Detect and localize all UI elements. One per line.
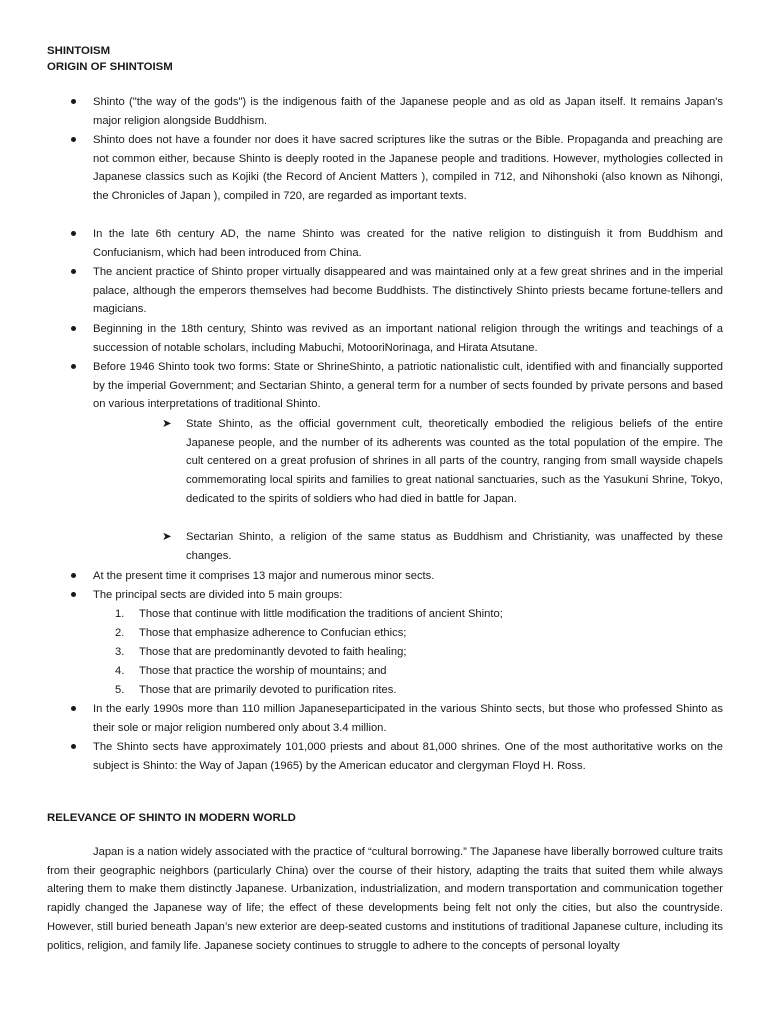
bullet-text: In the late 6th century AD, the name Shinto was created for the native religion to distinguish it from Buddhism and Confucianism, which had been introduced from China. [93,228,723,259]
list-item [115,643,723,662]
bullet-dot-icon [71,269,76,274]
bullet-item [93,225,723,262]
sub-bullet-item [162,528,723,565]
bullet-dot-icon [71,706,76,711]
sub-bullet-item [162,415,723,509]
bullet-text: Shinto does not have a founder nor does it have sacred scriptures like the sutras or the Bible. Propaganda and preaching are not common either, because Shinto is deeply rooted in the Japanese people and traditions. However, mythologies collected in Japanese classics such as Kojiki (the Record of Ancient Matters ), compiled in 712, and Nihonshoki (also known as Nihongi, the Chronicles of Japan ), compiled in 720, are regarded as important texts. [93,134,723,203]
bullet-text: The principal sects are divided into 5 main groups: [93,589,343,601]
arrow-bullet-icon: ➤ [162,418,172,430]
list-item [115,681,723,700]
document-title: SHINTOISM [47,45,111,57]
list-item [115,605,723,624]
list-text: Those that continue with little modification the traditions of ancient Shinto; [139,608,503,620]
section-title-origin: ORIGIN OF SHINTOISM [47,61,173,73]
bullet-item [93,131,723,206]
bullet-item [93,93,723,130]
list-number: 3. [115,646,125,658]
bullet-text: The Shinto sects have approximately 101,000 priests and about 81,000 shrines. One of the most authoritative works on the subject is Shinto: the Way of Japan (1965) by the American educator and clergyman Floyd H. Ross. [93,741,723,772]
bullet-dot-icon [71,137,76,142]
bullet-dot-icon [71,364,76,369]
bullet-dot-icon [71,592,76,597]
list-text: Those that practice the worship of mountains; and [139,665,387,677]
bullet-item [93,700,723,737]
list-item [115,624,723,643]
body-paragraph [47,843,723,955]
bullet-item [93,567,723,586]
list-number: 4. [115,665,125,677]
bullet-item [93,738,723,775]
paragraph-text: Japan is a nation widely associated with the practice of “cultural borrowing.” The Japanese have liberally borrowed culture traits from their geographic neighbors (particularly China) over the course of their history, adapting the traits that suited them while always altering them to make them distinctly Japanese. Urbanization, industrialization, and modern transportation and communication together rapidly changed the Japanese way of life; the effect of these developments being felt not only the cities, but also the countryside. However, still buried beneath Japan’s new exterior are deep-seated customs and institutions of traditional Japanese culture, including its politics, religion, and family life. Japanese society continues to struggle to adhere to the concepts of personal loyalty [47,846,723,952]
list-item [115,662,723,681]
list-number: 1. [115,608,125,620]
bullet-text: The ancient practice of Shinto proper virtually disappeared and was maintained only at a few great shrines and in the imperial palace, although the emperors themselves had become Buddhists. The distinctively Shinto priests became fortune-tellers and magicians. [93,266,723,316]
bullet-text: Shinto ("the way of the gods") is the indigenous faith of the Japanese people and as old as Japan itself. It remains Japan's major religion alongside Buddhism. [93,96,723,127]
sub-bullet-text: Sectarian Shinto, a religion of the same status as Buddhism and Christianity, was unaffected by these changes. [186,531,723,562]
bullet-dot-icon [71,573,76,578]
bullet-dot-icon [71,744,76,749]
arrow-bullet-icon: ➤ [162,531,172,543]
list-text: Those that are primarily devoted to purification rites. [139,684,397,696]
list-number: 2. [115,627,125,639]
section-title-relevance: RELEVANCE OF SHINTO IN MODERN WORLD [47,812,296,824]
bullet-item [93,586,723,605]
list-text: Those that emphasize adherence to Confucian ethics; [139,627,407,639]
list-number: 5. [115,684,125,696]
bullet-item [93,320,723,357]
bullet-dot-icon [71,99,76,104]
sub-bullet-text: State Shinto, as the official government cult, theoretically embodied the religious beliefs of the entire Japanese people, and the number of its adherents was counted as the total population of the empire. The cult centered on a great profusion of shrines in all parts of the country, ranging from small wayside chapels commemorating local spirits and families to great national sanctuaries, such as the Yasukuni Shrine, Tokyo, dedicated to the spirits of soldiers who had died in battle for Japan. [186,418,723,505]
bullet-dot-icon [71,326,76,331]
bullet-item [93,263,723,319]
bullet-text: Beginning in the 18th century, Shinto was revived as an important national religion through the writings and teachings of a succession of notable scholars, including Mabuchi, MotooriNorinaga, and Hirata Atsutane. [93,323,723,354]
bullet-dot-icon [71,231,76,236]
bullet-text: In the early 1990s more than 110 million Japaneseparticipated in the various Shinto sects, but those who professed Shinto as their sole or major religion numbered only about 3.4 million. [93,703,723,734]
list-text: Those that are predominantly devoted to faith healing; [139,646,407,658]
bullet-text: Before 1946 Shinto took two forms: State or ShrineShinto, a patriotic nationalistic cult, identified with and financially supported by the imperial Government; and Sectarian Shinto, a general term for a number of sects founded by private persons and based on various interpretations of traditional Shinto. [93,361,723,411]
bullet-item [93,358,723,414]
bullet-text: At the present time it comprises 13 major and numerous minor sects. [93,570,435,582]
